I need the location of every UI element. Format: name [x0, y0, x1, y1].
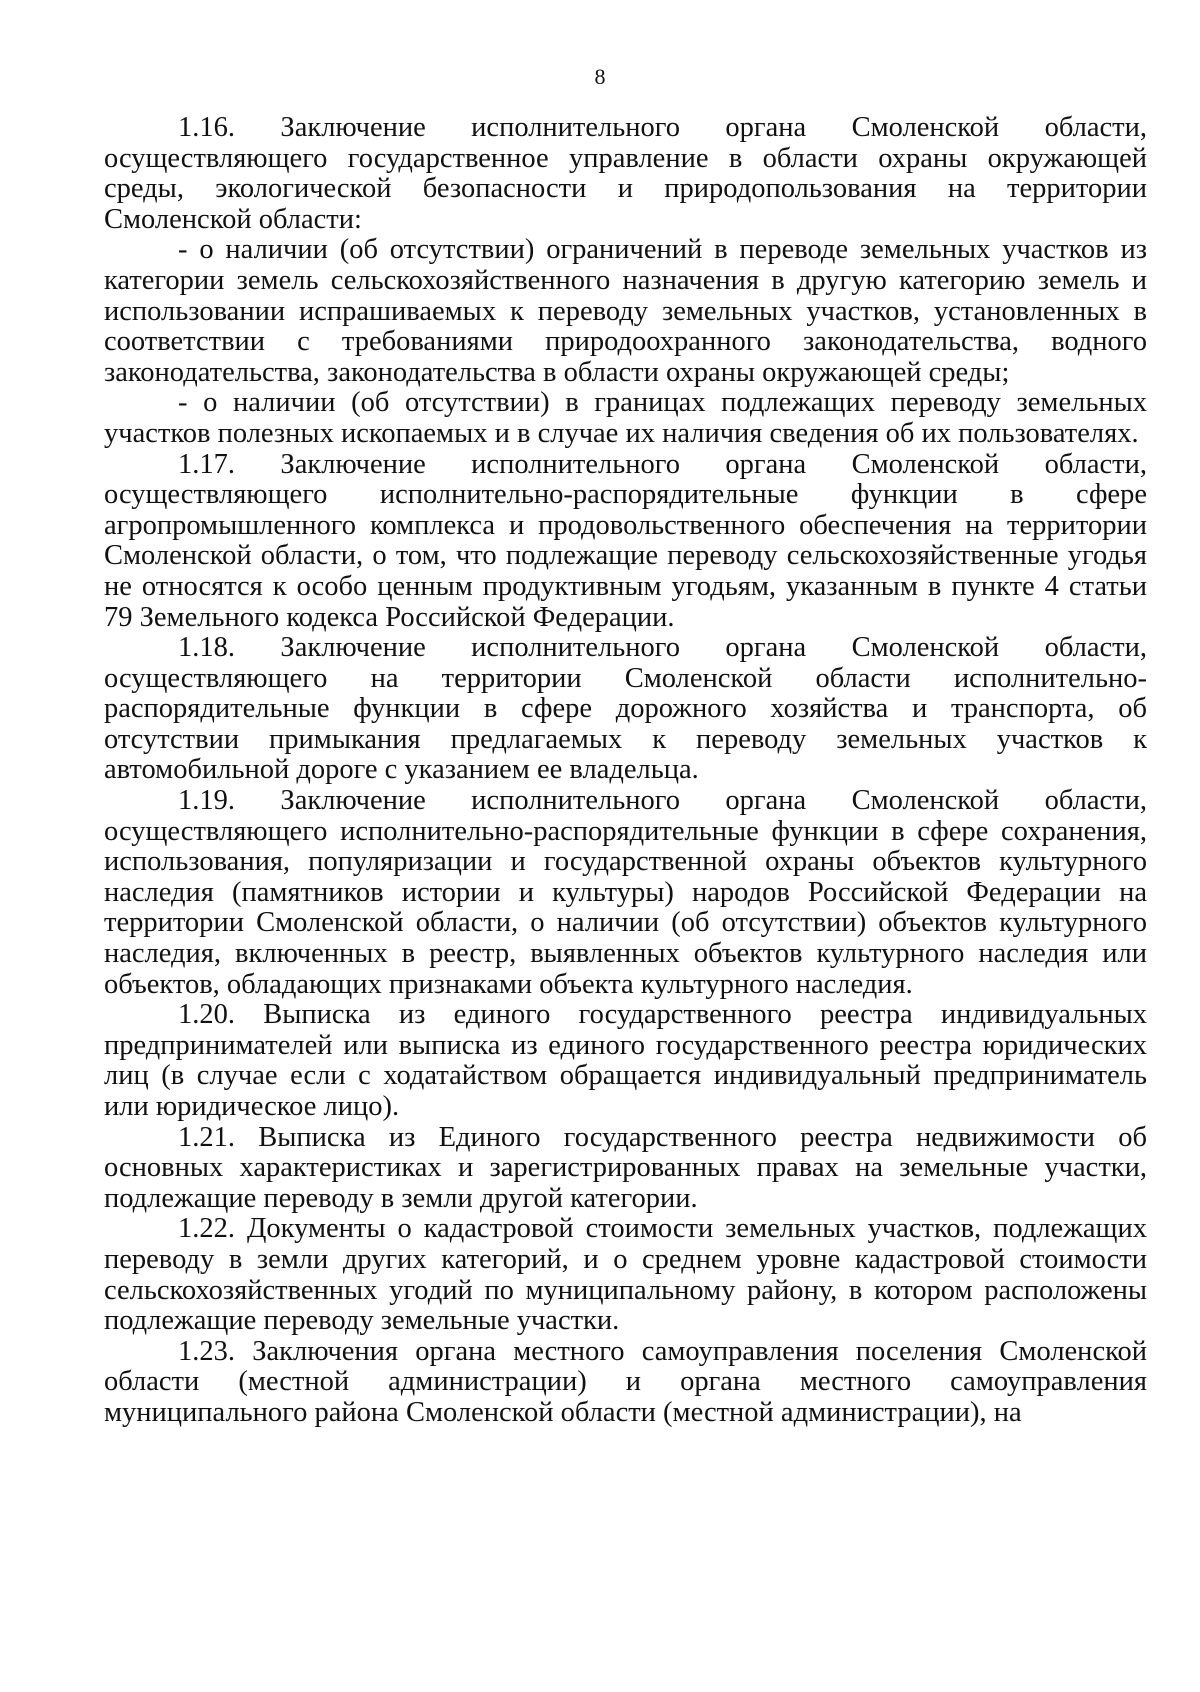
- paragraph-1-16: 1.16. Заключение исполнительного органа Смоленской области, осуществляющего государственное управление в области охраны окружающей среды, экологической безопасности и природопользования на территории Смоленской области:: [104, 112, 1147, 235]
- paragraph-1-16-item-minerals: - о наличии (об отсутствии) в границах подлежащих переводу земельных участков полезных ископаемых и в случае их наличия сведения об их пользователях.: [104, 387, 1147, 449]
- paragraph-1-22: 1.22. Документы о кадастровой стоимости земельных участков, подлежащих переводу в земли других категорий, и о среднем уровне кадастровой стоимости сельскохозяйственных угодий по муниципальному району, в котором расположены подлежащие переводу земельные участки.: [104, 1213, 1147, 1337]
- paragraph-1-23: 1.23. Заключения органа местного самоуправления поселения Смоленской области (местной администрации) и органа местного самоуправления муниципального района Смоленской области (местной администрации), на: [104, 1335, 1147, 1428]
- paragraph-1-18: 1.18. Заключение исполнительного органа Смоленской области, осуществляющего на территории Смоленской области исполнительно-распорядительные функции в сфере дорожного хозяйства и транспорта, об отсутствии примыкания предлагаемых к переводу земельных участков к автомобильной дороге с указанием ее владельца.: [104, 632, 1147, 786]
- paragraph-1-16-item-restrictions: - о наличии (об отсутствии) ограничений в переводе земельных участков из категории земель сельскохозяйственного назначения в другую категорию земель и использовании испрашиваемых к переводу земельных участков, установленных в соответствии с требованиями природоохранного законодательства, водного законодательства, законодательства в области охраны окружающей среды;: [104, 234, 1147, 388]
- paragraph-1-20: 1.20. Выписка из единого государственного реестра индивидуальных предпринимателей или выписка из единого государственного реестра юридических лиц (в случае если с ходатайством обращается индивидуальный предприниматель или юридическое лицо).: [104, 999, 1147, 1122]
- paragraph-1-17: 1.17. Заключение исполнительного органа Смоленской области, осуществляющего исполнительно-распорядительные функции в сфере агропромышленного комплекса и продовольственного обеспечения на территории Смоленской области, о том, что подлежащие переводу сельскохозяйственные угодья не относятся к особо ценным продуктивным угодьям, указанным в пункте 4 статьи 79 Земельного кодекса Российской Федерации.: [104, 448, 1147, 633]
- document-body: [104, 113, 1147, 1429]
- paragraph-1-19: 1.19. Заключение исполнительного органа Смоленской области, осуществляющего исполнительно-распорядительные функции в сфере сохранения, использования, популяризации и государственной охраны объектов культурного наследия (памятников истории и культуры) народов Российской Федерации на территории Смоленской области, о наличии (об отсутствии) объектов культурного наследия, включенных в реестр, выявленных объектов культурного наследия или объектов, обладающих признаками объекта культурного наследия.: [104, 785, 1147, 1000]
- paragraph-1-21: 1.21. Выписка из Единого государственного реестра недвижимости об основных характеристиках и зарегистрированных правах на земельные участки, подлежащие переводу в земли другой категории.: [104, 1121, 1147, 1214]
- page-number: 8: [594, 64, 606, 89]
